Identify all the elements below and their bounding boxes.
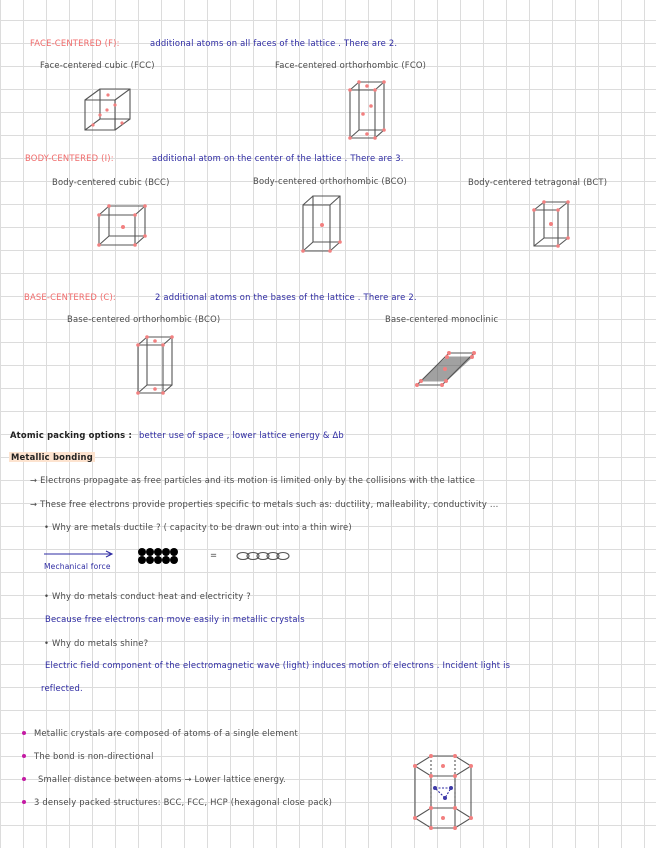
base-centered-heading: BASE-CENTERED (C): <box>24 292 116 302</box>
fcc-diagram <box>80 85 140 135</box>
bullet-dot <box>22 754 26 758</box>
metallic-line-1: → Electrons propagate as free particles and its motion is limited only by the collisions with the lattice <box>30 475 476 485</box>
equals-sign: = <box>210 550 218 560</box>
hcp-diagram <box>405 748 485 838</box>
answer-shine-line-2: reflected. <box>41 683 83 693</box>
body-centered-desc: additional atom on the center of the lattice . There are 3. <box>152 153 404 163</box>
base-centered-desc: 2 additional atoms on the bases of the lattice . There are 2. <box>155 292 417 302</box>
question-ductile: • Why are metals ductile ? ( capacity to be drawn out into a thin wire) <box>44 522 352 532</box>
base-bco-diagram <box>133 333 183 398</box>
question-shine: • Why do metals shine? <box>44 638 149 648</box>
ductility-diagram <box>42 546 342 576</box>
bullet-dot <box>22 800 26 804</box>
bullet-dot <box>22 731 26 735</box>
fcc-label: Face-centered cubic (FCC) <box>40 60 155 70</box>
monoclinic-diagram <box>412 345 482 390</box>
fco-diagram <box>345 78 395 143</box>
bullet-item-3: Smaller distance between atoms → Lower lattice energy. <box>38 774 286 784</box>
answer-shine-line-1: Electric field component of the electromagnetic wave (light) induces motion of electrons . Incident light is <box>45 660 511 670</box>
metallic-bonding-heading: Metallic bonding <box>11 452 93 462</box>
base-bco-label: Base-centered orthorhombic (BCO) <box>67 314 221 324</box>
face-centered-heading: FACE-CENTERED (F): <box>30 38 120 48</box>
bct-label: Body-centered tetragonal (BCT) <box>468 177 608 187</box>
bcc-label: Body-centered cubic (BCC) <box>52 177 170 187</box>
monoclinic-label: Base-centered monoclinic <box>385 314 499 324</box>
answer-conduct: Because free electrons can move easily in metallic crystals <box>45 614 305 624</box>
bct-diagram <box>530 198 575 250</box>
mechanical-force-label: Mechanical force <box>44 562 111 571</box>
bco-label: Body-centered orthorhombic (BCO) <box>253 176 407 186</box>
body-bco-diagram <box>300 193 350 255</box>
face-centered-desc: additional atoms on all faces of the lattice . There are 2. <box>150 38 398 48</box>
bullet-item-4: 3 densely packed structures: BCC, FCC, HCP (hexagonal close pack) <box>34 797 333 807</box>
atomic-packing-text: better use of space , lower lattice energy & Δb <box>139 430 344 440</box>
bullet-dot <box>22 777 26 781</box>
fco-label: Face-centered orthorhombic (FCO) <box>275 60 427 70</box>
body-centered-heading: BODY-CENTERED (I): <box>25 153 114 163</box>
question-conduct: • Why do metals conduct heat and electricity ? <box>44 591 251 601</box>
atomic-packing-label: Atomic packing options : <box>10 430 133 440</box>
bullet-item-2: The bond is non-directional <box>34 751 154 761</box>
bcc-diagram <box>95 203 155 248</box>
metallic-line-2: → These free electrons provide properties specific to metals such as: ductility, malleability, conductivity ... <box>30 499 499 509</box>
bullet-item-1: Metallic crystals are composed of atoms of a single element <box>34 728 298 738</box>
